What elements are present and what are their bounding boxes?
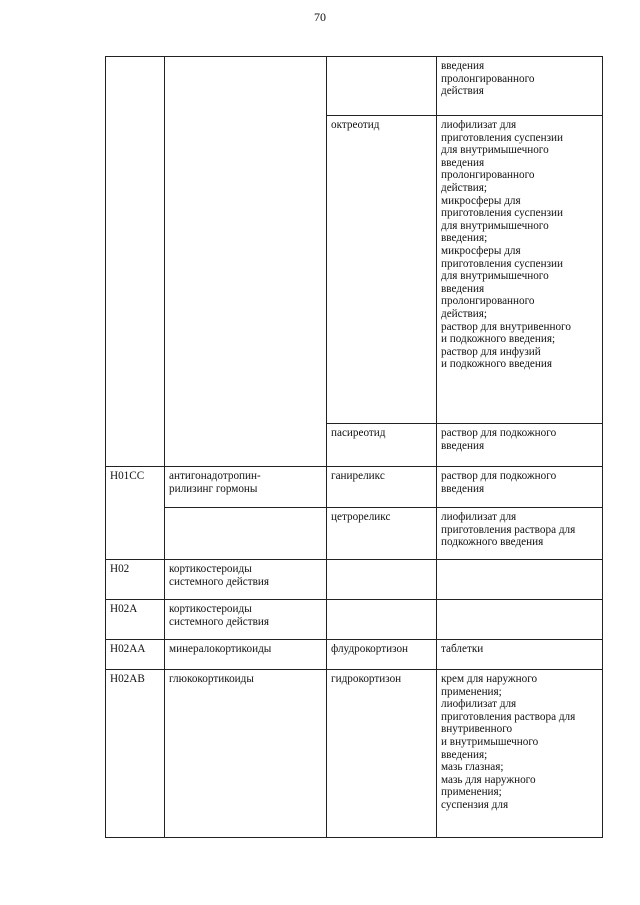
dosage-form-cell: раствор для подкожного введения: [437, 467, 603, 508]
table-row: [106, 640, 603, 670]
dosage-form-cell: введения пролонгированного действия: [437, 57, 603, 116]
table-row: [106, 57, 603, 116]
group-name-cell: антигонадотропин- рилизинг гормоны: [165, 467, 327, 508]
drug-name-cell: [327, 57, 437, 116]
group-name-cell: минералокортикоиды: [165, 640, 327, 670]
dosage-form-cell: таблетки: [437, 640, 603, 670]
atc-code-cell: H01CC: [106, 467, 165, 560]
drug-name-cell: флудрокортизон: [327, 640, 437, 670]
table-row: [106, 600, 603, 640]
atc-code-cell: [106, 57, 165, 467]
drug-name-cell: ганиреликс: [327, 467, 437, 508]
dosage-form-cell: лиофилизат для приготовления раствора для подкожного введения: [437, 508, 603, 560]
dosage-form-cell: раствор для подкожного введения: [437, 424, 603, 467]
atc-code-cell: H02: [106, 560, 165, 600]
drug-name-cell: [327, 560, 437, 600]
drug-name-cell: пасиреотид: [327, 424, 437, 467]
table-row: [106, 508, 603, 560]
dosage-form-cell: крем для наружного применения; лиофилизат для приготовления раствора для внутривенного и внутримышечного введения; мазь глазная; мазь для наружного применения; суспензия для: [437, 670, 603, 838]
drug-name-cell: гидрокортизон: [327, 670, 437, 838]
page-number: 70: [314, 10, 326, 24]
drug-name-cell: [327, 600, 437, 640]
group-name-cell: глюкокортикоиды: [165, 670, 327, 838]
dosage-form-cell: [437, 560, 603, 600]
group-name-cell: кортикостероиды системного действия: [165, 600, 327, 640]
group-name-cell: кортикостероиды системного действия: [165, 560, 327, 600]
atc-code-cell: H02AB: [106, 670, 165, 838]
table-row: [106, 467, 603, 508]
drug-name-cell: цетрореликс: [327, 508, 437, 560]
table-row: [106, 560, 603, 600]
group-name-cell: [165, 508, 327, 560]
drug-table: [105, 56, 603, 838]
table-row: [106, 670, 603, 838]
dosage-form-cell: [437, 600, 603, 640]
group-name-cell: [165, 57, 327, 467]
atc-code-cell: H02A: [106, 600, 165, 640]
atc-code-cell: H02AA: [106, 640, 165, 670]
drug-name-cell: октреотид: [327, 116, 437, 424]
dosage-form-cell: лиофилизат для приготовления суспензии для внутримышечного введения пролонгированного действия; микросферы для приготовления суспензии для внутримышечного введения; микросферы для приготовления суспензии для внутримышечного введения пролонгированного действия; раствор для внутривенного и подкожного введения; раствор для инфузий и подкожного введения: [437, 116, 603, 424]
